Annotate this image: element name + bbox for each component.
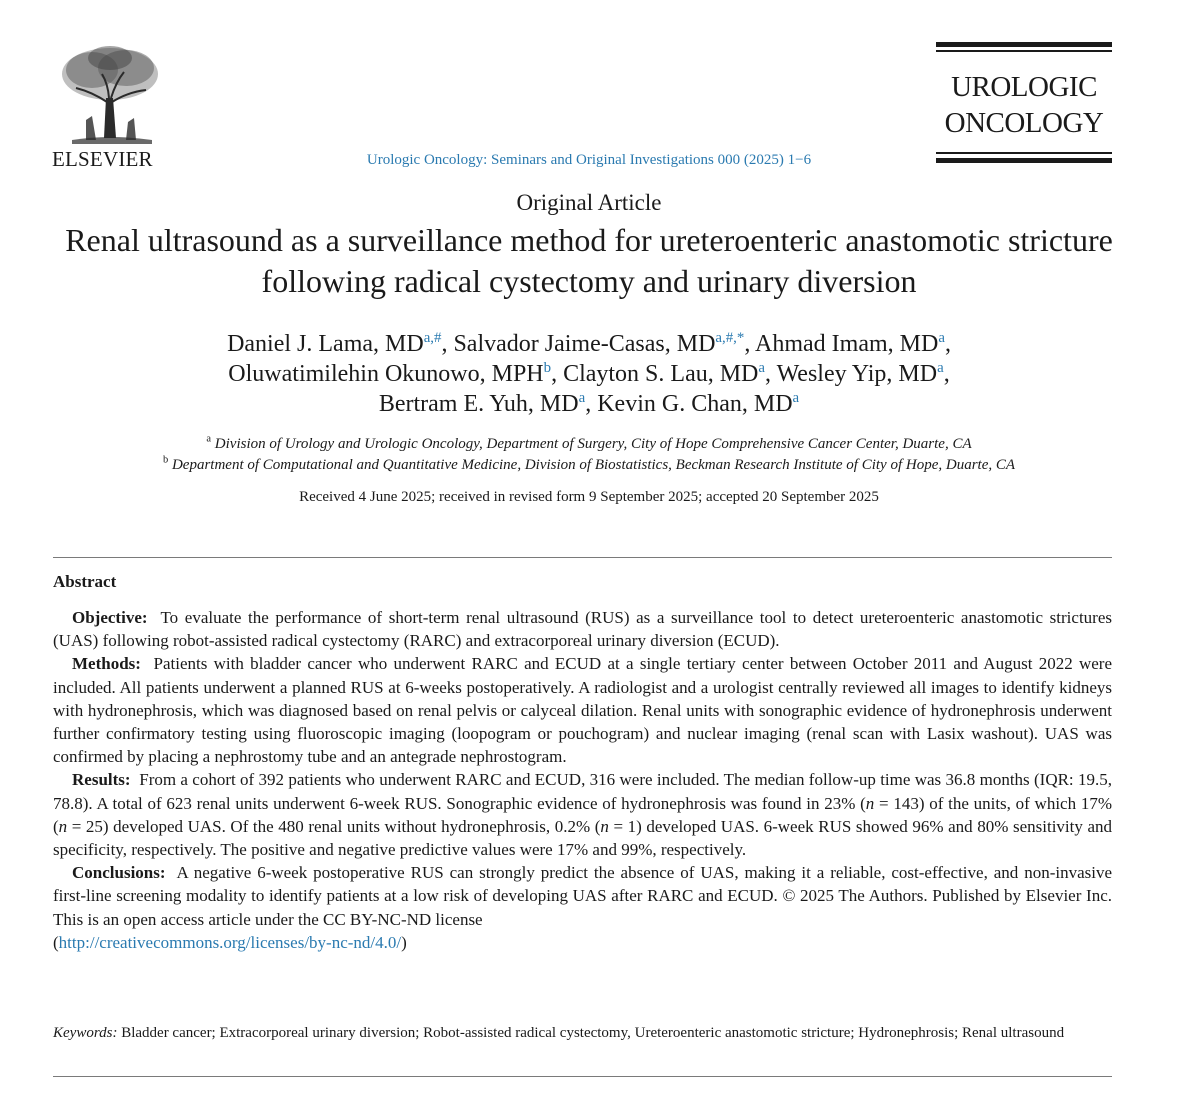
author-name: Kevin G. Chan, MD — [597, 391, 793, 417]
abstract-objective — [53, 606, 1112, 652]
results-n: n — [58, 816, 68, 836]
results-text: From a cohort of 392 patients who underwent RARC and ECUD, 316 were included. The median follow-up time was 36.8 months (IQR: 19.5, 78.8). A total of 623 renal units underwent 6-week RUS. Sonographic evidence of hydronephrosis was found in 23% ( — [53, 770, 1112, 813]
divider-bottom — [53, 1076, 1112, 1077]
logo-rule-bottom-thin — [936, 152, 1112, 154]
results-label: Results: — [72, 770, 131, 790]
author-affiliation-link[interactable]: b — [543, 359, 552, 376]
conclusions-label: Conclusions: — [72, 863, 166, 883]
author-affiliation-link[interactable]: a — [578, 389, 586, 406]
author-separator: , — [441, 331, 454, 357]
logo-rule-bottom — [936, 158, 1112, 163]
author-name: Ahmad Imam, MD — [755, 331, 939, 357]
author-name: Bertram E. Yuh, MD — [378, 391, 579, 417]
author-affiliation-link[interactable] — [715, 330, 744, 346]
results-text: = 1) developed UAS. 6-week RUS showed 96% and 80% sensitivity and specificity, respectively. The positive and negative predictive values were 17% and 99%, respectively. — [53, 816, 1112, 860]
results-n: n — [600, 816, 609, 836]
license-paren: ) — [401, 932, 407, 952]
author-separator: , — [551, 361, 564, 387]
author-name: Oluwatimilehin Okunowo, MPH — [228, 361, 544, 387]
affiliation-label: a — [206, 433, 212, 445]
abstract-heading: Abstract — [53, 572, 117, 591]
results-n: n — [865, 793, 875, 813]
author-separator: , — [585, 391, 598, 417]
corresponding-author-icon[interactable]: * — [736, 329, 745, 346]
author-affiliation-link[interactable]: a — [937, 359, 944, 376]
author-separator: , — [744, 331, 756, 357]
logo-text-line1: UROLOGIC — [951, 71, 1097, 103]
author-affiliation-link[interactable]: a — [758, 359, 765, 376]
results-text: = 143) of the units, of which 17% ( — [53, 793, 1112, 836]
article-dates: Received 4 June 2025; received in revised form 9 September 2025; accepted 20 September 2025 — [299, 489, 879, 505]
keywords — [53, 1023, 1112, 1044]
divider-top — [53, 557, 1112, 558]
affiliations — [40, 434, 1138, 476]
author-list — [60, 329, 1118, 419]
author-separator: , — [943, 361, 950, 387]
author-name: Wesley Yip, MD — [776, 361, 938, 387]
journal-citation-link[interactable]: Urologic Oncology: Seminars and Original Investigations 000 (2025) 1−6 — [366, 152, 812, 168]
affiliation-marks: a,#, — [715, 329, 737, 346]
objective-text: To evaluate the performance of short-term renal ultrasound (RUS) as a surveillance tool to detect ureteroenteric anastomotic strictures (UAS) following robot-assisted radical cystectomy (RARC) and extracorporeal urinary diversion (ECUD). — [53, 608, 1112, 651]
author-name: Daniel J. Lama, MD — [227, 331, 424, 357]
keywords-text: Bladder cancer; Extracorporeal urinary diversion; Robot-assisted radical cystectomy, Ureteroenteric anastomotic stricture; Hydronephrosis; Renal ultrasound — [121, 1025, 1065, 1041]
affiliation-label: b — [162, 454, 169, 466]
objective-label: Objective: — [72, 608, 148, 627]
conclusions-text: A negative 6-week postoperative RUS can strongly predict the absence of UAS, making it a reliable, cost-effective, and non-invasive first-line screening modality to identify patients at a low risk of developing UAS after RARC and ECUD. © 2025 The Authors. Published by Elsevier Inc. This is an open access article under the CC BY-NC-ND license — [53, 863, 1113, 929]
author-separator: , — [765, 361, 777, 387]
affiliation-a — [40, 434, 1138, 455]
article-type: Original Article — [516, 190, 662, 215]
author-affiliation-link[interactable]: a — [792, 389, 800, 406]
affiliation-text: Department of Computational and Quantitative Medicine, Division of Biostatistics, Beckman Research Institute of City of Hope, Duarte, CA — [171, 457, 1016, 473]
article-title: Renal ultrasound as a surveillance method for ureteroenteric anastomotic stricture following radical cystectomy and urinary diversion — [65, 222, 1113, 299]
methods-text: Patients with bladder cancer who underwent RARC and ECUD at a single tertiary center between October 2011 and August 2022 were included. All patients underwent a planned RUS at 6-weeks postoperatively. A radiologist and a urologist centrally reviewed all images to identify kidneys with hydronephrosis, which was diagnosed based on renal pelvis or calyceal dilation. Renal units with sonographic evidence of hydronephrosis underwent further confirmatory testing using fluoroscopic imaging (loopogram or pouchogram) and nuclear imaging (renal scan with Lasix washout). UAS was confirmed by placing a nephrostomy tube and an antegrade nephrostogram. — [53, 654, 1112, 767]
publisher-wordmark: ELSEVIER — [52, 147, 153, 171]
abstract-methods — [53, 652, 1112, 768]
author-affiliation-link[interactable]: a — [938, 329, 945, 346]
abstract-results — [53, 768, 1112, 861]
methods-label: Methods: — [72, 654, 141, 674]
journal-logo — [936, 42, 1112, 166]
author-affiliation-link[interactable]: a,# — [423, 329, 442, 346]
affiliation-text: Division of Urology and Urologic Oncology, Department of Surgery, City of Hope Comprehensive Cancer Center, Duarte, CA — [214, 436, 972, 452]
abstract-body — [53, 606, 1112, 954]
logo-rule-top — [936, 42, 1112, 47]
affiliation-b — [40, 455, 1138, 476]
author-name: Clayton S. Lau, MD — [563, 361, 759, 387]
license-paren: ( — [53, 932, 59, 952]
author-separator: , — [944, 331, 951, 357]
license-link[interactable]: http://creativecommons.org/licenses/by-nc-nd/4.0/ — [58, 932, 402, 952]
logo-text-line2: ONCOLOGY — [944, 107, 1104, 139]
logo-rule-top-thin — [936, 50, 1112, 52]
keywords-label: Keywords: — [53, 1025, 118, 1041]
abstract-conclusions — [53, 861, 1112, 954]
results-text: = 25) developed UAS. Of the 480 renal units without hydronephrosis, 0.2% ( — [67, 816, 601, 836]
author-name: Salvador Jaime-Casas, MD — [453, 331, 716, 357]
